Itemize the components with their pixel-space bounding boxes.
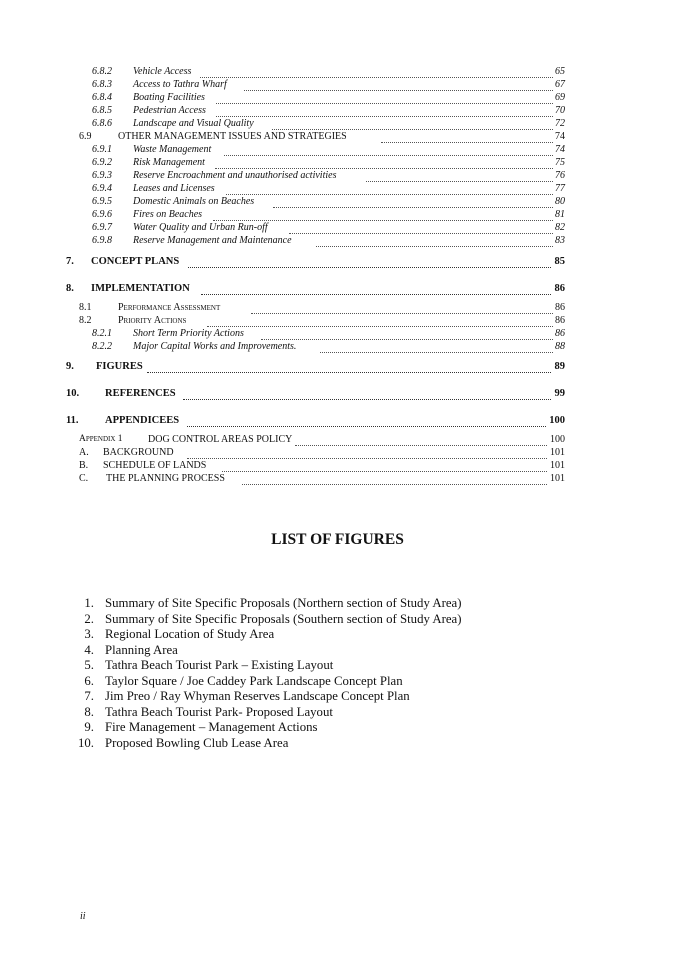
toc-entry-title: Boating Facilities xyxy=(133,92,205,103)
dot-leader xyxy=(242,472,547,485)
toc-entry-number: Appendix 1 xyxy=(79,434,123,444)
dot-leader xyxy=(200,65,553,78)
toc-entry-title: Short Term Priority Actions xyxy=(133,328,244,339)
dot-leader xyxy=(187,446,547,459)
toc-entry[interactable] xyxy=(0,234,675,247)
figure-number: 4. xyxy=(84,642,94,657)
toc-entry-title: THE PLANNING PROCESS xyxy=(106,473,225,484)
toc-entry-page: 65 xyxy=(555,66,565,77)
toc-entry-page: 80 xyxy=(555,196,565,207)
toc-entry-number: 6.9.8 xyxy=(92,235,112,246)
toc-chapter[interactable] xyxy=(0,282,675,295)
toc-entry-number: 6.8.6 xyxy=(92,118,112,129)
figure-number: 2. xyxy=(84,611,94,626)
toc-entry-number: 6.9.7 xyxy=(92,222,112,233)
toc-entry-number: 6.9.2 xyxy=(92,157,112,168)
toc-entry-page: 69 xyxy=(555,92,565,103)
toc-entry-number: 6.9 xyxy=(79,131,92,142)
toc-entry-title: BACKGROUND xyxy=(103,447,174,458)
figure-number: 7. xyxy=(84,689,94,703)
dot-leader xyxy=(213,208,553,221)
figure-title: Planning Area xyxy=(105,642,178,657)
toc-entry-title: Risk Management xyxy=(133,157,205,168)
figure-number: 3. xyxy=(84,627,94,641)
toc-entry[interactable] xyxy=(0,195,675,208)
toc-entry-title: Access to Tathra Wharf xyxy=(133,79,227,90)
toc-entry-title: Vehicle Access xyxy=(133,66,192,77)
dot-leader xyxy=(244,78,553,91)
toc-entry-title: Priority Actions xyxy=(118,315,187,326)
toc-entry-title: Major Capital Works and Improvements. xyxy=(133,341,297,352)
figure-number: 8. xyxy=(84,704,94,719)
toc-entry-page: 100 xyxy=(550,434,565,445)
dot-leader xyxy=(216,104,553,117)
toc-entry[interactable] xyxy=(0,182,675,195)
dot-leader xyxy=(224,143,553,156)
toc-entry[interactable] xyxy=(0,169,675,182)
toc-entry-title: IMPLEMENTATION xyxy=(91,283,190,294)
figure-title: Tathra Beach Tourist Park- Proposed Layout xyxy=(105,704,333,719)
toc-entry-page: 86 xyxy=(555,302,565,313)
toc-entry-page: 86 xyxy=(555,328,565,339)
toc-entry-number: A. xyxy=(79,447,89,458)
dot-leader xyxy=(320,340,553,353)
toc-entry[interactable] xyxy=(0,78,675,91)
dot-leader xyxy=(215,156,553,169)
toc-entry-page: 88 xyxy=(555,341,565,352)
toc-entry-page: 101 xyxy=(550,460,565,471)
toc-entry-page: 75 xyxy=(555,157,565,168)
toc-entry-title: APPENDICEES xyxy=(105,415,180,426)
toc-entry-page: 72 xyxy=(555,118,565,129)
toc-entry[interactable] xyxy=(0,104,675,117)
toc-entry-title: FIGURES xyxy=(96,361,143,372)
toc-entry-page: 77 xyxy=(555,183,565,194)
toc-entry[interactable] xyxy=(0,301,675,314)
toc-entry[interactable] xyxy=(0,221,675,234)
toc-entry-page: 70 xyxy=(555,105,565,116)
toc-entry[interactable] xyxy=(0,433,675,446)
toc-entry-number: 9. xyxy=(66,361,74,372)
toc-chapter[interactable] xyxy=(0,255,675,268)
toc-chapter[interactable] xyxy=(0,360,675,373)
toc-entry[interactable] xyxy=(0,156,675,169)
figure-title: Summary of Site Specific Proposals (Southern section of Study Area) xyxy=(105,611,462,626)
figure-title: Jim Preo / Ray Whyman Reserves Landscape Concept Plan xyxy=(105,689,410,703)
toc-entry-number: 8.1 xyxy=(79,302,92,313)
toc-entry-title: SCHEDULE OF LANDS xyxy=(103,460,207,471)
toc-entry-number: 6.9.1 xyxy=(92,144,112,155)
figure-number: 5. xyxy=(84,658,94,672)
toc-entry-number: 6.9.3 xyxy=(92,170,112,181)
toc-entry-number: 10. xyxy=(66,388,80,399)
toc-entry-title: Reserve Management and Maintenance xyxy=(133,235,292,246)
toc-entry-number: 6.8.5 xyxy=(92,105,112,116)
dot-leader xyxy=(273,195,553,208)
toc-entry-page: 86 xyxy=(555,315,565,326)
toc-entry-title: DOG CONTROL AREAS POLICY xyxy=(148,434,293,445)
toc-entry[interactable] xyxy=(0,117,675,130)
figure-number: 10. xyxy=(78,735,94,750)
toc-entry-title: Leases and Licenses xyxy=(133,183,215,194)
toc-entry-number: 6.9.4 xyxy=(92,183,112,194)
dot-leader xyxy=(261,327,553,340)
toc-entry-page: 89 xyxy=(554,361,565,372)
toc-entry-number: 8.2.1 xyxy=(92,328,112,339)
figure-title: Fire Management – Management Actions xyxy=(105,720,318,734)
toc-entry-page: 99 xyxy=(554,388,565,399)
figure-number: 1. xyxy=(84,596,94,610)
toc-entry-page: 76 xyxy=(555,170,565,181)
toc-chapter[interactable] xyxy=(0,387,675,400)
toc-entry-page: 74 xyxy=(555,131,565,142)
toc-entry-number: 6.8.2 xyxy=(92,66,112,77)
figure-title: Proposed Bowling Club Lease Area xyxy=(105,735,289,750)
toc-entry-number: B. xyxy=(79,460,89,471)
toc-entry[interactable] xyxy=(0,327,675,340)
toc-entry-page: 101 xyxy=(550,447,565,458)
toc-entry[interactable] xyxy=(0,91,675,104)
dot-leader xyxy=(366,169,553,182)
dot-leader xyxy=(216,91,553,104)
toc-entry[interactable] xyxy=(0,143,675,156)
toc-entry-page: 82 xyxy=(555,222,565,233)
dot-leader xyxy=(183,387,551,400)
toc-entry-page: 83 xyxy=(555,235,565,246)
list-of-figures-heading: LIST OF FIGURES xyxy=(271,531,404,548)
toc-entry-number: 8. xyxy=(66,283,74,294)
toc-entry-number: 6.9.5 xyxy=(92,196,112,207)
toc-entry-number: 11. xyxy=(66,415,79,426)
toc-entry-page: 81 xyxy=(555,209,565,220)
dot-leader xyxy=(222,459,547,472)
toc-entry-number: 8.2 xyxy=(79,315,92,326)
figure-number: 6. xyxy=(84,673,94,688)
toc-entry-number: C. xyxy=(79,473,89,484)
toc-entry-title: Domestic Animals on Beaches xyxy=(133,196,255,207)
toc-entry[interactable] xyxy=(0,314,675,327)
dot-leader xyxy=(272,117,553,130)
toc-entry-title: REFERENCES xyxy=(105,388,176,399)
toc-entry-title: CONCEPT PLANS xyxy=(91,256,180,267)
toc-entry[interactable] xyxy=(0,130,675,143)
figure-title: Tathra Beach Tourist Park – Existing Layout xyxy=(105,658,334,672)
toc-entry-page: 100 xyxy=(549,415,565,426)
figure-number: 9. xyxy=(84,720,94,734)
dot-leader xyxy=(188,255,551,268)
toc-entry-title: Water Quality and Urban Run-off xyxy=(133,222,268,233)
toc-entry-title: Fires on Beaches xyxy=(133,209,203,220)
toc-entry-title: Reserve Encroachment and unauthorised activities xyxy=(133,170,337,181)
toc-entry-number: 6.8.4 xyxy=(92,92,112,103)
toc-entry-title: Performance Assessment xyxy=(118,302,221,313)
dot-leader xyxy=(187,414,546,427)
dot-leader xyxy=(295,433,547,446)
toc-entry-number: 8.2.2 xyxy=(92,341,112,352)
dot-leader xyxy=(289,221,553,234)
toc-entry[interactable] xyxy=(0,459,675,472)
toc-chapter[interactable] xyxy=(0,414,675,427)
dot-leader xyxy=(147,360,551,373)
toc-entry[interactable] xyxy=(0,446,675,459)
dot-leader xyxy=(251,301,553,314)
toc-entry-number: 6.8.3 xyxy=(92,79,112,90)
toc-entry[interactable] xyxy=(0,340,675,353)
toc-entry-title: Pedestrian Access xyxy=(133,105,206,116)
toc-entry-page: 101 xyxy=(550,473,565,484)
figure-title: Taylor Square / Joe Caddey Park Landscape Concept Plan xyxy=(105,673,403,688)
figure-title: Summary of Site Specific Proposals (Northern section of Study Area) xyxy=(105,596,462,610)
toc-entry-page: 67 xyxy=(555,79,565,90)
dot-leader xyxy=(207,314,553,327)
dot-leader xyxy=(316,234,553,247)
dot-leader xyxy=(226,182,553,195)
page-number-footer: ii xyxy=(80,911,86,922)
toc-entry-page: 85 xyxy=(554,256,565,267)
toc-entry[interactable] xyxy=(0,65,675,78)
toc-entry-title: Waste Management xyxy=(133,144,212,155)
toc-entry-number: 7. xyxy=(66,256,74,267)
toc-entry-title: Landscape and Visual Quality xyxy=(133,118,254,129)
dot-leader xyxy=(381,130,553,143)
figure-title: Regional Location of Study Area xyxy=(105,627,275,641)
dot-leader xyxy=(201,282,551,295)
toc-entry-page: 74 xyxy=(555,144,565,155)
toc-entry[interactable] xyxy=(0,208,675,221)
toc-entry[interactable] xyxy=(0,472,675,485)
toc-entry-number: 6.9.6 xyxy=(92,209,112,220)
toc-entry-page: 86 xyxy=(554,283,565,294)
toc-entry-title: OTHER MANAGEMENT ISSUES AND STRATEGIES xyxy=(118,131,347,142)
